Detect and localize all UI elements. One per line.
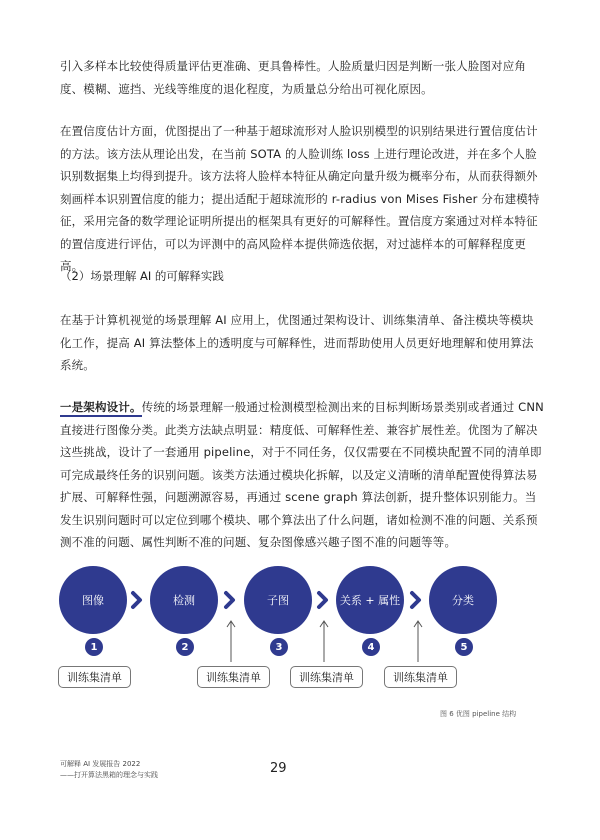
training-list-tag-3: 训练集清单	[290, 666, 363, 688]
node-image: 图像	[59, 566, 127, 634]
step-number-4: 4	[362, 638, 380, 656]
training-list-tag-2: 训练集清单	[197, 666, 270, 688]
step-number-2: 2	[176, 638, 194, 656]
training-list-tag-4: 训练集清单	[384, 666, 457, 688]
step-number-1: 1	[85, 638, 103, 656]
paragraph-architecture-body: 传统的场景理解一般通过检测模型检测出来的目标判断场景类别或者通过 CNN 直接进行图像分类。此类方法缺点明显：精度低、可解释性差、兼容扩展性差。优图为了解决这些挑战，设计了一套通用 pipeline，对于不同任务，仅仅需要在不同模块配置不同的清单即可完成最终任务的识别问题。该类方法通过模块化拆解，以及定义清晰的清单配置使得算法易扩展、可解释性强，问题溯源容易，再通过 scene graph 算法创新，提升整体识别能力。当发生识别问题时可以定位到哪个模块、哪个算法出了什么问题，诸如检测不准的问题、关系预测不准的问题、属性判断不准的问题、复杂图像感兴趣子图不准的问题等等。	[60, 400, 544, 549]
footer-report-subtitle: ——打开算法黑箱的理念与实践	[60, 771, 158, 779]
footer-report-title: 可解释 AI 发展报告 2022	[60, 760, 141, 768]
paragraph-architecture-design	[60, 396, 544, 554]
step-number-3: 3	[270, 638, 288, 656]
node-detection: 检测	[150, 566, 218, 634]
page-number: 29	[270, 761, 287, 776]
step-number-5: 5	[455, 638, 473, 656]
node-relation-attribute: 关系 + 属性	[336, 566, 404, 634]
node-classification: 分类	[429, 566, 497, 634]
paragraph-confidence-estimation: 在置信度估计方面，优图提出了一种基于超球流形对人脸识别模型的识别结果进行置信度估计的方法。该方法从理论出发，在当前 SOTA 的人脸训练 loss 上进行理论改进，并在多个人脸识别数据集上均得到提升。该方法将人脸样本特征从确定向量升级为概率分布，从而获得额外刻画样本识别置信度的能力；提出适配于超球流形的 r-radius von Mises Fisher 分布建模特征，采用完备的数学理论证明所提出的框架具有更好的可解释性。置信度方案通过对样本特征的置信度进行评估，可以为评测中的高风险样本提供筛选依据，对过滤样本的可解释程度更高。	[60, 124, 540, 273]
paragraph-quality-attribution: 引入多样本比较使得质量评估更准确、更具鲁棒性。人脸质量归因是判断一张人脸图对应角度、模糊、遮挡、光线等维度的退化程度，为质量总分给出可视化原因。	[60, 59, 526, 96]
section-subheading: （2）场景理解 AI 的可解释实践	[60, 269, 224, 283]
training-list-tag-1: 训练集清单	[58, 666, 131, 688]
figure-caption: 图 6 优图 pipeline 结构	[440, 710, 517, 718]
paragraph-scene-understanding: 在基于计算机视觉的场景理解 AI 应用上，优图通过架构设计、训练集清单、备注模块等模块化工作，提高 AI 算法整体上的透明度与可解释性，进而帮助使用人员更好地理解和使用算法系统。	[60, 313, 534, 372]
node-subimage: 子图	[244, 566, 312, 634]
emphasis-architecture: 一是架构设计。	[60, 400, 142, 417]
